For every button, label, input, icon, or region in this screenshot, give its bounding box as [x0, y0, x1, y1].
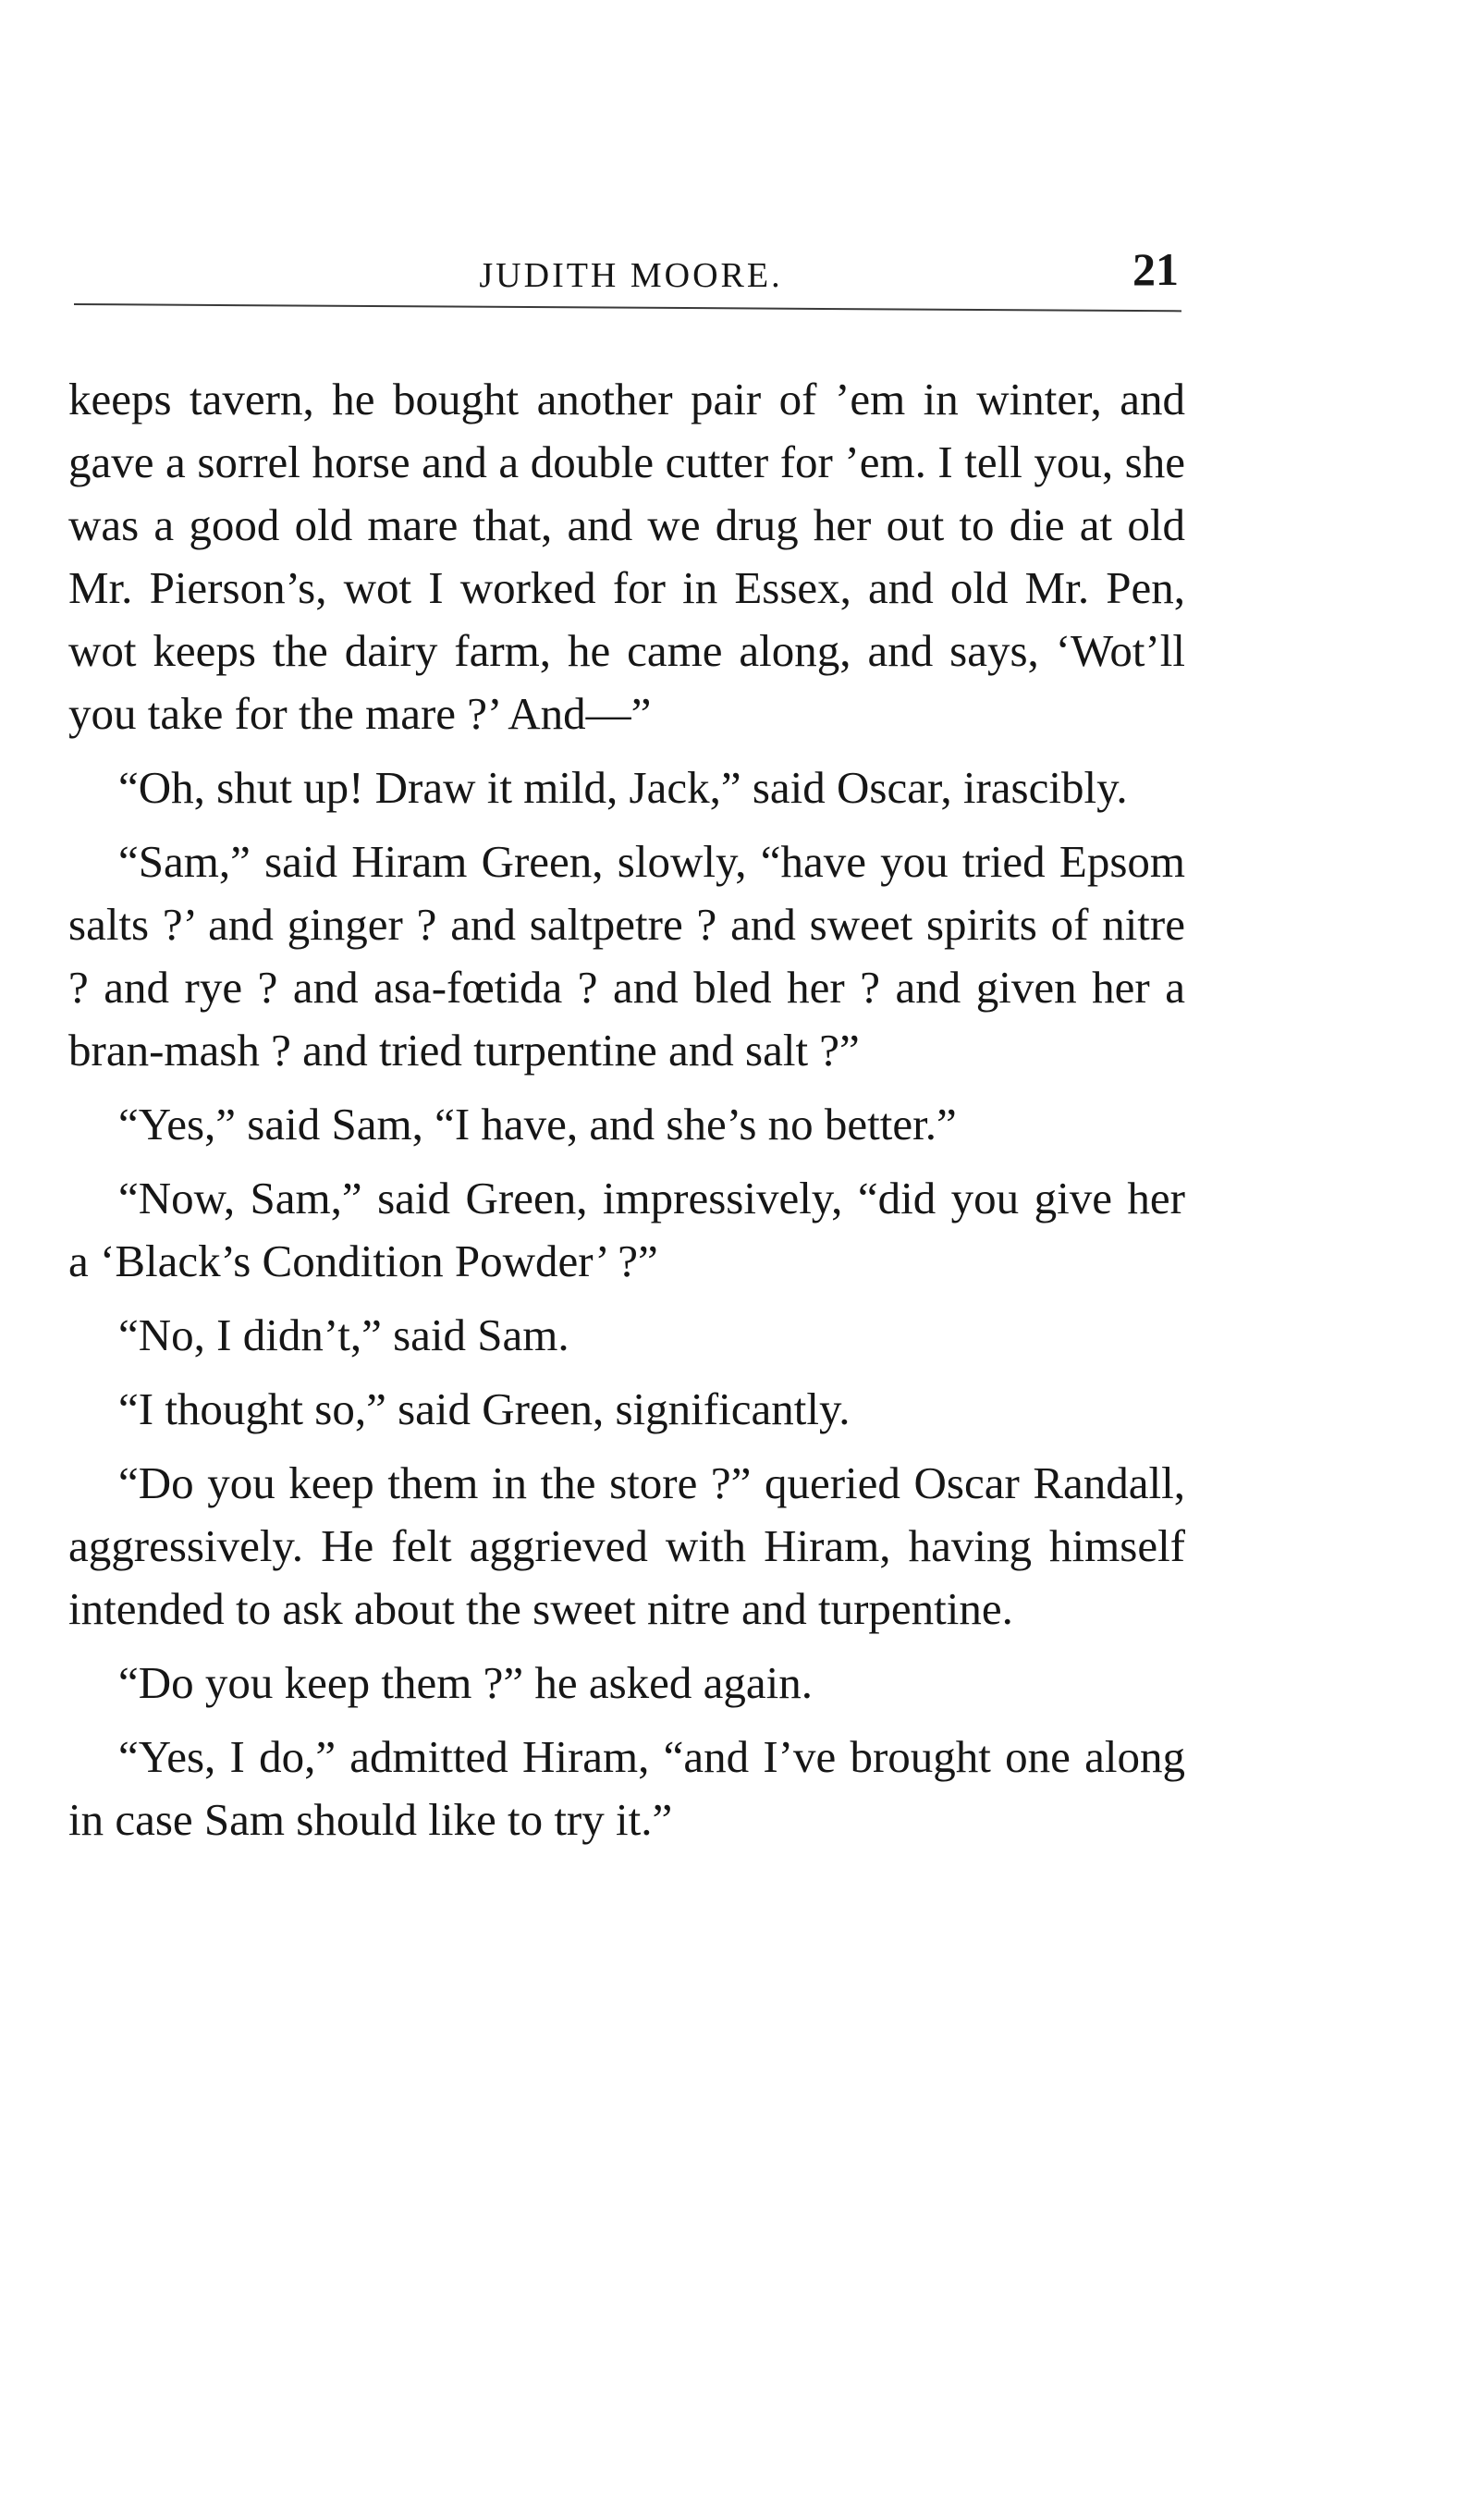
paragraph: “Yes,” said Sam, “I have, and she’s no better.” — [118, 1099, 957, 1149]
paragraph: “Do you keep them in the store ?” queried Oscar Randall, aggressively. He felt aggrieved with Hiram, having himself intended to ask about the sweet nitre and turpentine. — [68, 1457, 1185, 1634]
paragraph: “Yes, I do,” admitted Hiram, “and I’ve brought one along in case Sam should like to try it.” — [68, 1731, 1185, 1845]
paragraph: “No, I didn’t,” said Sam. — [118, 1309, 569, 1360]
page-header — [74, 242, 1179, 307]
paragraph: “Do you keep them ?” he asked again. — [118, 1657, 814, 1708]
paragraph: keeps tavern, he bought another pair of ’em in winter, and gave a sorrel horse and a double cutter for ’em. I tell you, she was a good old mare that, and we drug her out to die at old Mr. Pierson’s, wot I worked for in Essex, and old Mr. Pen, wot keeps the dairy farm, he came along, and says, ‘Wot’ll you take for the mare ?’ And—” — [68, 374, 1185, 739]
running-title: JUDITH MOORE. — [479, 256, 783, 295]
paragraph: “Now, Sam,” said Green, impressively, “did you give her a ‘Black’s Condition Powder’ ?” — [68, 1173, 1185, 1286]
paragraph: “I thought so,” said Green, significantly. — [118, 1383, 851, 1434]
page-number: 21 — [1132, 243, 1179, 295]
paragraph: “Sam,” said Hiram Green, slowly, “have you tried Epsom salts ?’ and ginger ? and saltpetre ? and sweet spirits of nitre ? and rye ? and asa-fœtida ? and bled her ? and given her a bran-mash ? and tried turpentine and salt ?” — [68, 836, 1185, 1076]
paragraph: “Oh, shut up! Draw it mild, Jack,” said Oscar, irascibly. — [118, 762, 1128, 813]
body-text — [68, 368, 1185, 1862]
